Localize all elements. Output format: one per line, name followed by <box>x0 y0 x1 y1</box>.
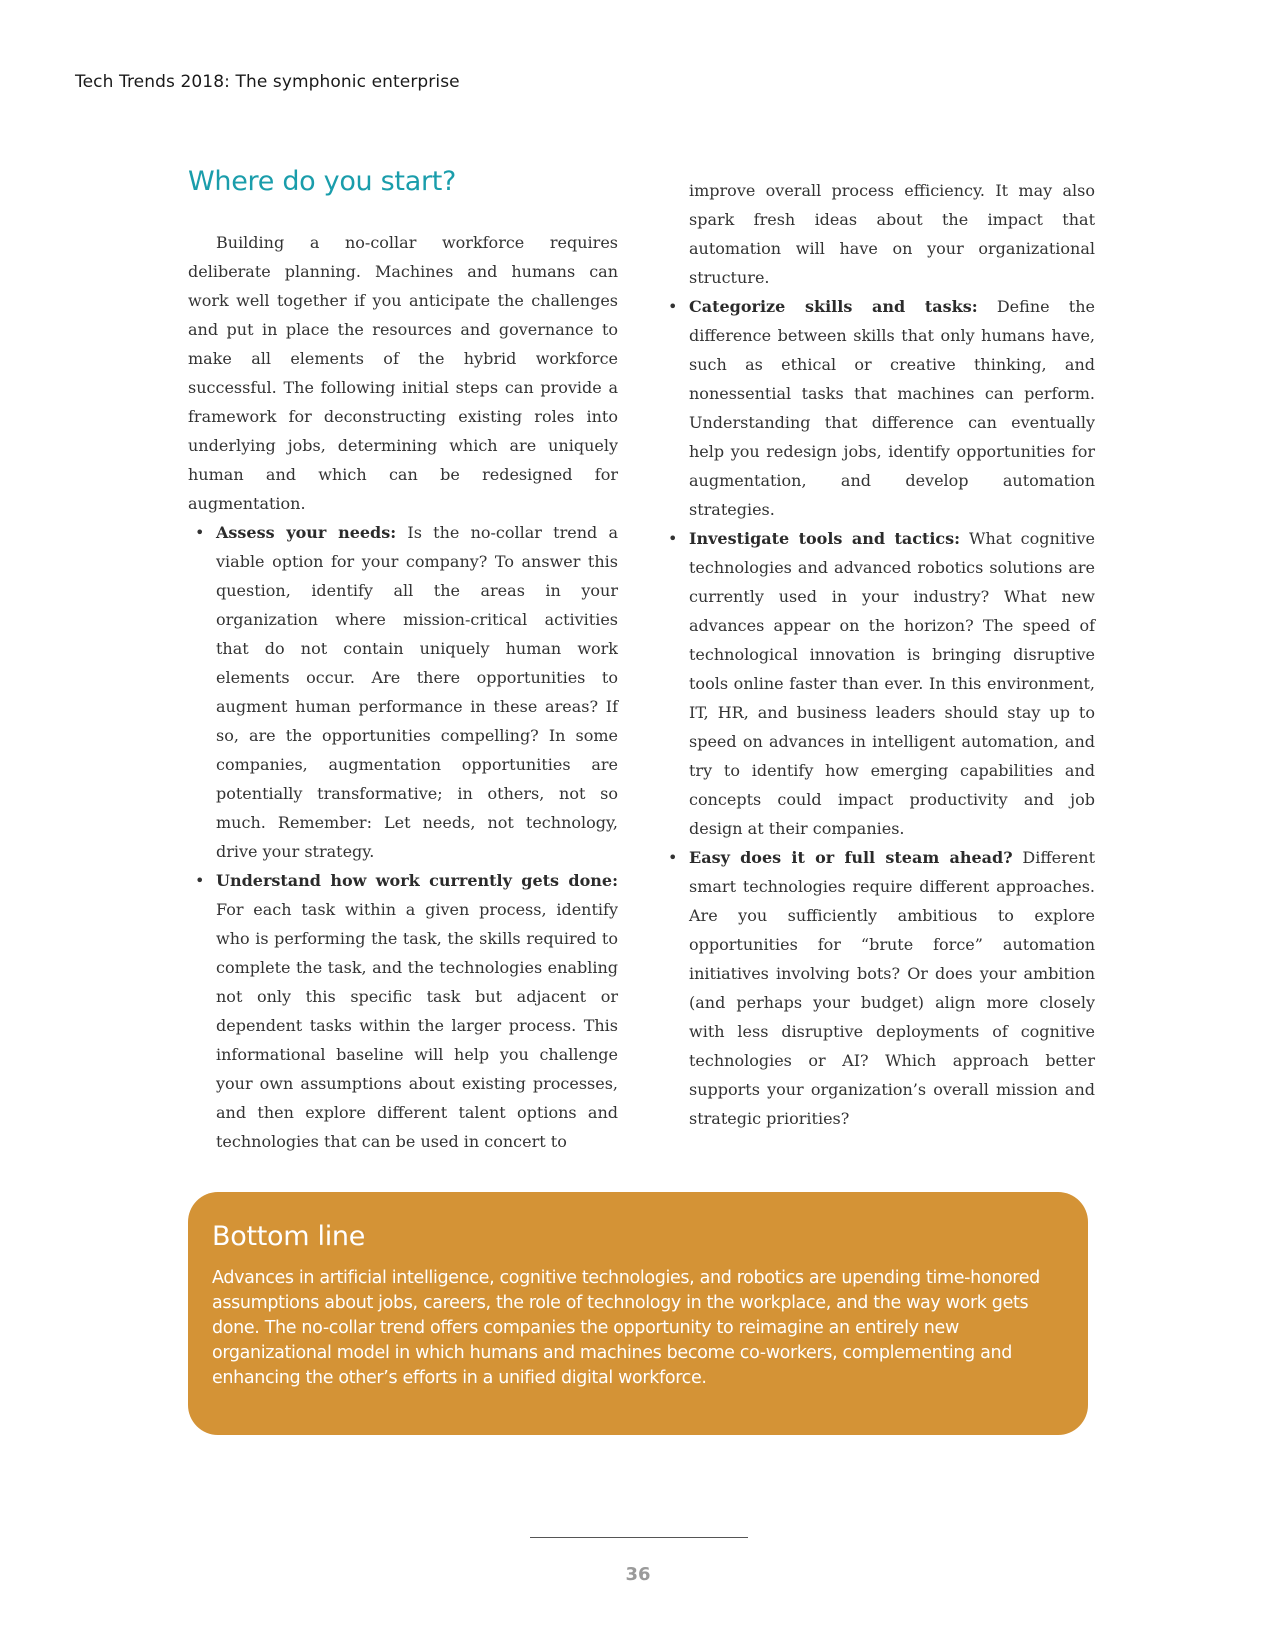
bullet-easy-does-it <box>669 843 1095 1133</box>
right-bullet-list <box>669 292 1095 1133</box>
bullet-icon: • <box>668 529 678 548</box>
bullet-lead: Investigate tools and tactics: <box>689 529 961 548</box>
bullet-text: Different smart technologies require different approaches. Are you sufficiently ambitious to explore opportunities for “brute force” automation initiatives involving bots? Or does your ambition (and perhaps your budget) align more closely with less disruptive deployments of cognitive technologies or AI? Which approach better supports your organization’s overall mission and strategic priorities? <box>689 848 1096 1128</box>
bullet-assess-needs <box>188 518 618 866</box>
left-column <box>188 165 618 1156</box>
bullet-icon: • <box>668 848 678 867</box>
bullet-icon: • <box>668 297 678 316</box>
bullet-icon: • <box>195 523 205 542</box>
bullet-text: Is the no-collar trend a viable option for your company? To answer this question, identify all the areas in your organization where mission-critical activities that do not contain uniquely human work elements occur. Are there opportunities to augment human performance in these areas? If so, are the opportunities compelling? In some companies, augmentation opportunities are potentially transformative; in others, not so much. Remember: Let needs, not technology, drive your strategy. <box>216 523 619 861</box>
bullet-text: For each task within a given process, identify who is performing the task, the skills required to complete the task, and the technologies enabling not only this specific task but adjacent or dependent tasks within the larger process. This informational baseline will help you challenge your own assumptions about existing processes, and then explore different talent options and technologies that can be used in concert to <box>216 900 618 1151</box>
section-title: Where do you start? <box>188 166 457 197</box>
bullet-text: Define the difference between skills that only humans have, such as ethical or creative thinking, and nonessential tasks that machines can perform. Understanding that difference can eventually help you redesign jobs, identify opportunities for augmentation, and develop automation strategies. <box>689 297 1095 519</box>
bottom-line-box <box>188 1192 1088 1435</box>
bottom-line-text: Advances in artificial intelligence, cognitive technologies, and robotics are upending time-honored assumptions about jobs, careers, the role of technology in the workplace, and the way work gets done. The no-collar trend offers companies the opportunity to reimagine an entirely new organizational model in which humans and machines become co-workers, complementing and enhancing the other’s efforts in a unified digital workforce. <box>212 1268 1040 1388</box>
bullet-categorize-skills <box>669 292 1095 524</box>
bullet-icon: • <box>195 871 205 890</box>
intro-paragraph: Building a no-collar workforce requires deliberate planning. Machines and humans can work well together if you anticipate the challenges and put in place the resources and governance to make all elements of the hybrid workforce successful. The following initial steps can provide a framework for deconstructing existing roles into underlying jobs, determining which are uniquely human and which can be redesigned for augmentation. <box>188 233 618 513</box>
page-number: 36 <box>625 1564 651 1585</box>
left-bullet-list <box>188 518 618 1156</box>
bullet-understand-work <box>188 866 618 1156</box>
running-header: Tech Trends 2018: The symphonic enterprise <box>75 72 460 92</box>
bullet-lead: Understand how work currently gets done: <box>216 871 618 890</box>
continuation-paragraph: improve overall process efficiency. It may also spark fresh ideas about the impact that automation will have on your organizational structure. <box>689 181 1095 287</box>
bullet-investigate-tools <box>669 524 1095 843</box>
right-column <box>669 176 1095 1133</box>
footer-divider <box>530 1537 748 1538</box>
bullet-lead: Easy does it or full steam ahead? <box>689 848 1013 867</box>
bullet-lead: Assess your needs: <box>216 523 397 542</box>
bullet-text: What cognitive technologies and advanced robotics solutions are currently used in your industry? What new advances appear on the horizon? The speed of technological innovation is bringing disruptive tools online faster than ever. In this environment, IT, HR, and business leaders should stay up to speed on advances in intelligent automation, and try to identify how emerging capabilities and concepts could impact productivity and job design at their companies. <box>689 529 1095 838</box>
bullet-lead: Categorize skills and tasks: <box>689 297 978 316</box>
bottom-line-title: Bottom line <box>212 1221 366 1252</box>
